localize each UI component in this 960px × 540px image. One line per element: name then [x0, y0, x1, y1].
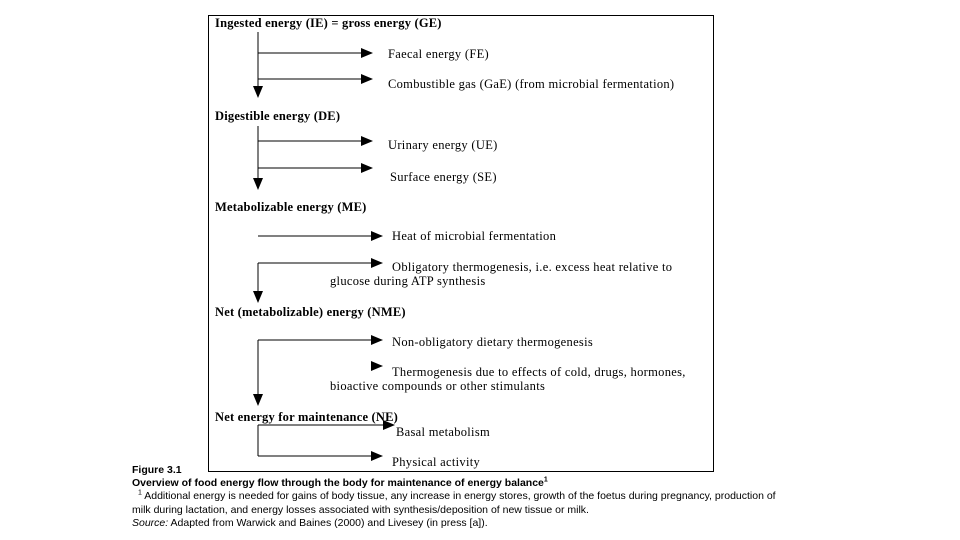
loss-obligatory-thermogenesis-line2: glucose during ATP synthesis: [330, 274, 486, 288]
stage-net-energy-maintenance: Net energy for maintenance (NE): [215, 410, 399, 424]
figure-title-text: Overview of food energy flow through the body for maintenance of energy balance: [132, 477, 544, 489]
source-line: [132, 517, 488, 530]
stage-digestible-energy: Digestible energy (DE): [215, 109, 341, 123]
loss-heat-microbial-fermentation: Heat of microbial fermentation: [392, 229, 557, 243]
loss-nonobligatory-thermogenesis: Non-obligatory dietary thermogenesis: [392, 335, 594, 349]
loss-combustible-gas: Combustible gas (GaE) (from microbial fermentation): [388, 77, 675, 91]
loss-basal-metabolism: Basal metabolism: [396, 425, 491, 439]
stage-metabolizable-energy: Metabolizable energy (ME): [215, 200, 367, 214]
footnote-marker: 1: [138, 489, 142, 497]
loss-urinary-energy: Urinary energy (UE): [388, 138, 498, 152]
footnote-line2: milk during lactation, and energy losses associated with synthesis/deposition of new tissue or milk.: [132, 504, 589, 516]
loss-surface-energy: Surface energy (SE): [390, 170, 497, 184]
source-text: Adapted from Warwick and Baines (2000) and Livesey (in press [a]).: [168, 517, 488, 529]
source-label: Source:: [132, 517, 169, 529]
loss-faecal-energy: Faecal energy (FE): [388, 47, 489, 61]
stage-net-metabolizable-energy: Net (metabolizable) energy (NME): [215, 305, 406, 319]
footnote-line1-text: Additional energy is needed for gains of body tissue, any increase in energy stores, growth of the foetus during pregnancy, production of: [141, 490, 776, 502]
loss-obligatory-thermogenesis-line1: Obligatory thermogenesis, i.e. excess heat relative to: [392, 260, 673, 274]
footnote-line1: [138, 490, 776, 503]
loss-thermogenesis-stimulants-line2: bioactive compounds or other stimulants: [330, 379, 546, 393]
stage-gross-energy: Ingested energy (IE) = gross energy (GE): [215, 16, 442, 30]
figure-title-footnote-marker: 1: [543, 476, 548, 484]
loss-physical-activity: Physical activity: [392, 455, 481, 469]
loss-thermogenesis-stimulants-line1: Thermogenesis due to effects of cold, drugs, hormones,: [392, 365, 686, 379]
figure-title: [132, 477, 548, 490]
figure-number: Figure 3.1: [132, 464, 182, 476]
